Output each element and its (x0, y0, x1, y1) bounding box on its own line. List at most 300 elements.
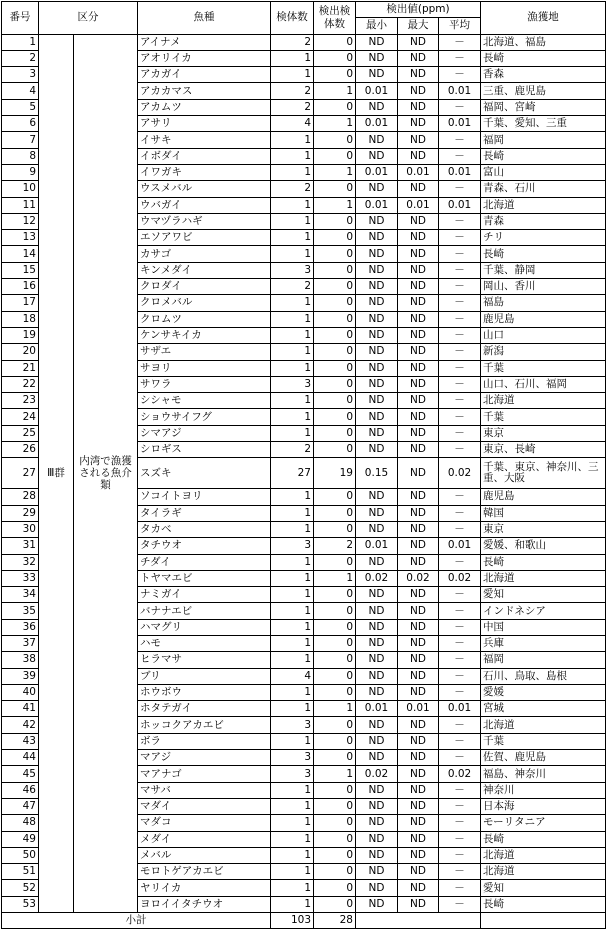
row-number: 15 (2, 262, 39, 278)
value-max: ND (398, 652, 439, 668)
value-min: ND (356, 442, 398, 458)
value-max: ND (398, 246, 439, 262)
species-name: メダイ (138, 831, 271, 847)
value-max: 0.02 (398, 570, 439, 586)
row-number: 9 (2, 164, 39, 180)
species-name: シシャモ (138, 393, 271, 409)
species-name: キンメダイ (138, 262, 271, 278)
detected-count: 0 (314, 864, 356, 880)
value-avg: － (439, 864, 481, 880)
subtotal-row (2, 913, 606, 929)
origin-area: 長崎 (481, 148, 606, 164)
value-max: ND (398, 864, 439, 880)
value-max: ND (398, 360, 439, 376)
detected-count: 0 (314, 750, 356, 766)
species-name: ボラ (138, 733, 271, 749)
value-min: ND (356, 798, 398, 814)
value-max: ND (398, 279, 439, 295)
species-name: ウバガイ (138, 197, 271, 213)
species-name: ブリ (138, 668, 271, 684)
value-avg: 0.01 (439, 701, 481, 717)
value-max: ND (398, 815, 439, 831)
row-number: 16 (2, 279, 39, 295)
species-name: サザエ (138, 344, 271, 360)
row-number: 51 (2, 864, 39, 880)
value-avg: － (439, 815, 481, 831)
species-name: タチウオ (138, 538, 271, 554)
origin-area: 千葉 (481, 409, 606, 425)
detected-count: 0 (314, 717, 356, 733)
value-min: ND (356, 505, 398, 521)
row-number: 35 (2, 603, 39, 619)
value-max: ND (398, 311, 439, 327)
value-max: ND (398, 132, 439, 148)
value-min: ND (356, 360, 398, 376)
sample-count: 1 (271, 831, 314, 847)
value-min: ND (356, 684, 398, 700)
species-name: ショウサイフグ (138, 409, 271, 425)
detected-count: 0 (314, 246, 356, 262)
header-row (2, 2, 606, 18)
row-number: 30 (2, 521, 39, 537)
origin-area: 千葉、愛知、三重 (481, 116, 606, 132)
detected-count: 0 (314, 831, 356, 847)
header-detected: 検出検体数 (314, 2, 356, 35)
species-name: ヨロイイタチウオ (138, 896, 271, 912)
detected-count: 0 (314, 554, 356, 570)
species-name: チダイ (138, 554, 271, 570)
sample-count: 1 (271, 197, 314, 213)
value-min: ND (356, 34, 398, 50)
sample-count: 1 (271, 684, 314, 700)
value-max: ND (398, 847, 439, 863)
detected-count: 19 (314, 458, 356, 489)
value-avg: － (439, 99, 481, 115)
detected-count: 1 (314, 766, 356, 782)
detected-count: 0 (314, 505, 356, 521)
subtotal-samples: 103 (271, 913, 314, 929)
value-min: ND (356, 425, 398, 441)
sample-count: 1 (271, 148, 314, 164)
sample-count: 4 (271, 668, 314, 684)
value-avg: － (439, 279, 481, 295)
value-max: ND (398, 99, 439, 115)
value-max: ND (398, 295, 439, 311)
origin-area: 長崎 (481, 50, 606, 66)
species-name: マダコ (138, 815, 271, 831)
species-name: クロメバル (138, 295, 271, 311)
sample-count: 3 (271, 750, 314, 766)
value-avg: － (439, 50, 481, 66)
sample-count: 27 (271, 458, 314, 489)
sample-count: 3 (271, 538, 314, 554)
origin-area: 長崎 (481, 831, 606, 847)
detected-count: 0 (314, 896, 356, 912)
value-avg: － (439, 246, 481, 262)
detected-count: 0 (314, 50, 356, 66)
sample-count: 1 (271, 132, 314, 148)
detected-count: 0 (314, 782, 356, 798)
row-number: 42 (2, 717, 39, 733)
species-name: タイラギ (138, 505, 271, 521)
origin-area: 千葉 (481, 360, 606, 376)
value-max: ND (398, 67, 439, 83)
value-min: ND (356, 50, 398, 66)
group-code: Ⅲ群 (39, 34, 74, 912)
row-number: 44 (2, 750, 39, 766)
detected-count: 0 (314, 847, 356, 863)
row-number: 50 (2, 847, 39, 863)
sample-count: 1 (271, 603, 314, 619)
value-max: ND (398, 148, 439, 164)
row-number: 36 (2, 619, 39, 635)
value-avg: － (439, 409, 481, 425)
detected-count: 0 (314, 213, 356, 229)
sample-count: 1 (271, 67, 314, 83)
row-number: 11 (2, 197, 39, 213)
species-name: アカカマス (138, 83, 271, 99)
value-min: ND (356, 67, 398, 83)
row-number: 23 (2, 393, 39, 409)
origin-area: 愛知 (481, 880, 606, 896)
value-max: ND (398, 262, 439, 278)
origin-area: 韓国 (481, 505, 606, 521)
origin-area: 北海道 (481, 570, 606, 586)
row-number: 19 (2, 327, 39, 343)
value-min: ND (356, 213, 398, 229)
value-min: ND (356, 733, 398, 749)
value-avg: － (439, 668, 481, 684)
origin-area: 宮城 (481, 701, 606, 717)
row-number: 21 (2, 360, 39, 376)
value-min: ND (356, 148, 398, 164)
value-min: ND (356, 99, 398, 115)
species-name: マアジ (138, 750, 271, 766)
value-min: ND (356, 246, 398, 262)
row-number: 20 (2, 344, 39, 360)
row-number: 38 (2, 652, 39, 668)
value-max: ND (398, 521, 439, 537)
value-min: ND (356, 652, 398, 668)
row-number: 39 (2, 668, 39, 684)
value-avg: － (439, 376, 481, 392)
value-min: 0.02 (356, 766, 398, 782)
detected-count: 0 (314, 798, 356, 814)
species-name: モロトゲアカエビ (138, 864, 271, 880)
value-max: ND (398, 116, 439, 132)
sample-count: 1 (271, 652, 314, 668)
origin-area: 東京 (481, 425, 606, 441)
origin-area: 鹿児島 (481, 311, 606, 327)
origin-area: 岡山、香川 (481, 279, 606, 295)
sample-count: 1 (271, 230, 314, 246)
species-name: アカムツ (138, 99, 271, 115)
origin-area: 北海道 (481, 197, 606, 213)
value-avg: － (439, 505, 481, 521)
sample-count: 1 (271, 864, 314, 880)
detected-count: 1 (314, 116, 356, 132)
row-number: 28 (2, 489, 39, 505)
value-min: ND (356, 635, 398, 651)
value-avg: － (439, 442, 481, 458)
sample-count: 1 (271, 489, 314, 505)
row-number: 4 (2, 83, 39, 99)
sample-count: 1 (271, 782, 314, 798)
origin-area: 北海道、福島 (481, 34, 606, 50)
value-min: ND (356, 750, 398, 766)
row-number: 6 (2, 116, 39, 132)
value-max: ND (398, 425, 439, 441)
species-name: ナミガイ (138, 587, 271, 603)
subtotal-label: 小計 (2, 913, 271, 929)
detected-count: 1 (314, 164, 356, 180)
row-number: 5 (2, 99, 39, 115)
sample-count: 3 (271, 376, 314, 392)
origin-area: 青森、石川 (481, 181, 606, 197)
species-name: バナナエビ (138, 603, 271, 619)
header-samples: 検体数 (271, 2, 314, 35)
origin-area: 愛媛 (481, 684, 606, 700)
value-avg: － (439, 587, 481, 603)
row-number: 29 (2, 505, 39, 521)
row-number: 46 (2, 782, 39, 798)
value-min: 0.01 (356, 197, 398, 213)
detected-count: 1 (314, 570, 356, 586)
species-name: タカベ (138, 521, 271, 537)
value-min: 0.15 (356, 458, 398, 489)
row-number: 47 (2, 798, 39, 814)
header-species: 魚種 (138, 2, 271, 35)
value-min: ND (356, 587, 398, 603)
value-avg: － (439, 230, 481, 246)
value-avg: － (439, 847, 481, 863)
origin-area: 香森 (481, 67, 606, 83)
value-max: ND (398, 442, 439, 458)
origin-area: 千葉、静岡 (481, 262, 606, 278)
value-avg: － (439, 603, 481, 619)
detected-count: 0 (314, 132, 356, 148)
sample-count: 2 (271, 34, 314, 50)
row-number: 52 (2, 880, 39, 896)
species-name: メバル (138, 847, 271, 863)
value-max: ND (398, 831, 439, 847)
value-avg: － (439, 717, 481, 733)
value-avg: － (439, 393, 481, 409)
origin-area: 福島、神奈川 (481, 766, 606, 782)
species-name: スズキ (138, 458, 271, 489)
sample-count: 1 (271, 587, 314, 603)
row-number: 2 (2, 50, 39, 66)
value-avg: － (439, 425, 481, 441)
origin-area: 兵庫 (481, 635, 606, 651)
value-min: 0.01 (356, 538, 398, 554)
species-name: エソアワビ (138, 230, 271, 246)
row-number: 14 (2, 246, 39, 262)
detected-count: 0 (314, 409, 356, 425)
value-max: ND (398, 50, 439, 66)
detected-count: 0 (314, 603, 356, 619)
row-number: 1 (2, 34, 39, 50)
origin-area: 千葉 (481, 733, 606, 749)
value-avg: － (439, 684, 481, 700)
sample-count: 3 (271, 717, 314, 733)
sample-count: 1 (271, 393, 314, 409)
detected-count: 0 (314, 360, 356, 376)
value-avg: － (439, 831, 481, 847)
sample-count: 1 (271, 505, 314, 521)
species-name: マアナゴ (138, 766, 271, 782)
value-min: ND (356, 880, 398, 896)
sample-count: 1 (271, 246, 314, 262)
value-min: ND (356, 489, 398, 505)
value-min: ND (356, 279, 398, 295)
origin-area: 神奈川 (481, 782, 606, 798)
value-avg: － (439, 295, 481, 311)
species-name: マサバ (138, 782, 271, 798)
sample-count: 1 (271, 880, 314, 896)
row-number: 32 (2, 554, 39, 570)
value-max: 0.01 (398, 164, 439, 180)
species-name: サワラ (138, 376, 271, 392)
value-min: ND (356, 295, 398, 311)
row-number: 13 (2, 230, 39, 246)
group-category: 内湾で漁獲される魚介類 (74, 34, 138, 912)
sample-count: 1 (271, 896, 314, 912)
value-max: ND (398, 213, 439, 229)
origin-area: チリ (481, 230, 606, 246)
row-number: 12 (2, 213, 39, 229)
detected-count: 0 (314, 230, 356, 246)
origin-area: 福岡、宮崎 (481, 99, 606, 115)
detected-count: 0 (314, 733, 356, 749)
value-min: ND (356, 896, 398, 912)
species-name: アイナメ (138, 34, 271, 50)
header-values: 検出値(ppm) (356, 2, 481, 18)
value-avg: 0.01 (439, 538, 481, 554)
row-number: 18 (2, 311, 39, 327)
origin-area: 愛知 (481, 587, 606, 603)
species-name: ホウボウ (138, 684, 271, 700)
row-number: 53 (2, 896, 39, 912)
value-avg: － (439, 782, 481, 798)
value-avg: 0.02 (439, 458, 481, 489)
header-division: 区分 (39, 2, 138, 35)
row-number: 43 (2, 733, 39, 749)
value-avg: － (439, 619, 481, 635)
value-max: ND (398, 489, 439, 505)
sample-count: 4 (271, 116, 314, 132)
value-min: ND (356, 311, 398, 327)
detected-count: 0 (314, 295, 356, 311)
detected-count: 0 (314, 344, 356, 360)
value-max: ND (398, 603, 439, 619)
value-min: ND (356, 521, 398, 537)
value-max: ND (398, 181, 439, 197)
value-min: ND (356, 393, 398, 409)
value-avg: － (439, 34, 481, 50)
origin-area: 福島 (481, 295, 606, 311)
origin-area: 北海道 (481, 717, 606, 733)
value-max: ND (398, 327, 439, 343)
value-max: ND (398, 409, 439, 425)
value-max: ND (398, 717, 439, 733)
species-name: ケンサキイカ (138, 327, 271, 343)
sample-count: 1 (271, 327, 314, 343)
value-max: ND (398, 733, 439, 749)
detected-count: 0 (314, 279, 356, 295)
value-max: ND (398, 505, 439, 521)
species-name: マダイ (138, 798, 271, 814)
value-avg: － (439, 554, 481, 570)
table-row (2, 34, 606, 50)
value-min: ND (356, 668, 398, 684)
sample-count: 2 (271, 99, 314, 115)
origin-area: 鹿児島 (481, 489, 606, 505)
sample-count: 1 (271, 50, 314, 66)
origin-area: 山口、石川、福岡 (481, 376, 606, 392)
row-number: 37 (2, 635, 39, 651)
value-avg: － (439, 652, 481, 668)
detected-count: 0 (314, 635, 356, 651)
value-max: ND (398, 684, 439, 700)
row-number: 8 (2, 148, 39, 164)
value-avg: － (439, 521, 481, 537)
row-number: 34 (2, 587, 39, 603)
value-max: ND (398, 393, 439, 409)
detected-count: 0 (314, 521, 356, 537)
origin-area: 新潟 (481, 344, 606, 360)
value-avg: － (439, 798, 481, 814)
value-min: ND (356, 717, 398, 733)
value-max: ND (398, 798, 439, 814)
value-max: 0.01 (398, 701, 439, 717)
value-avg: － (439, 750, 481, 766)
origin-area: インドネシア (481, 603, 606, 619)
origin-area: 北海道 (481, 393, 606, 409)
value-avg: － (439, 489, 481, 505)
species-name: シマアジ (138, 425, 271, 441)
value-max: ND (398, 538, 439, 554)
detected-count: 0 (314, 376, 356, 392)
row-number: 10 (2, 181, 39, 197)
detected-count: 0 (314, 99, 356, 115)
origin-area: 福岡 (481, 652, 606, 668)
value-avg: － (439, 327, 481, 343)
sample-count: 3 (271, 262, 314, 278)
value-max: ND (398, 344, 439, 360)
row-number: 25 (2, 425, 39, 441)
sample-count: 1 (271, 619, 314, 635)
sample-count: 1 (271, 521, 314, 537)
sample-count: 2 (271, 181, 314, 197)
value-max: ND (398, 782, 439, 798)
value-min: 0.01 (356, 83, 398, 99)
value-min: ND (356, 554, 398, 570)
detected-count: 0 (314, 489, 356, 505)
value-avg: － (439, 213, 481, 229)
value-avg: 0.01 (439, 197, 481, 213)
value-min: 0.02 (356, 570, 398, 586)
sample-count: 1 (271, 570, 314, 586)
detected-count: 0 (314, 181, 356, 197)
subtotal-detected: 28 (314, 913, 356, 929)
origin-area: 日本海 (481, 798, 606, 814)
species-name: ハマグリ (138, 619, 271, 635)
detected-count: 2 (314, 538, 356, 554)
origin-area: 北海道 (481, 847, 606, 863)
species-name: ウマヅラハギ (138, 213, 271, 229)
species-name: カサゴ (138, 246, 271, 262)
